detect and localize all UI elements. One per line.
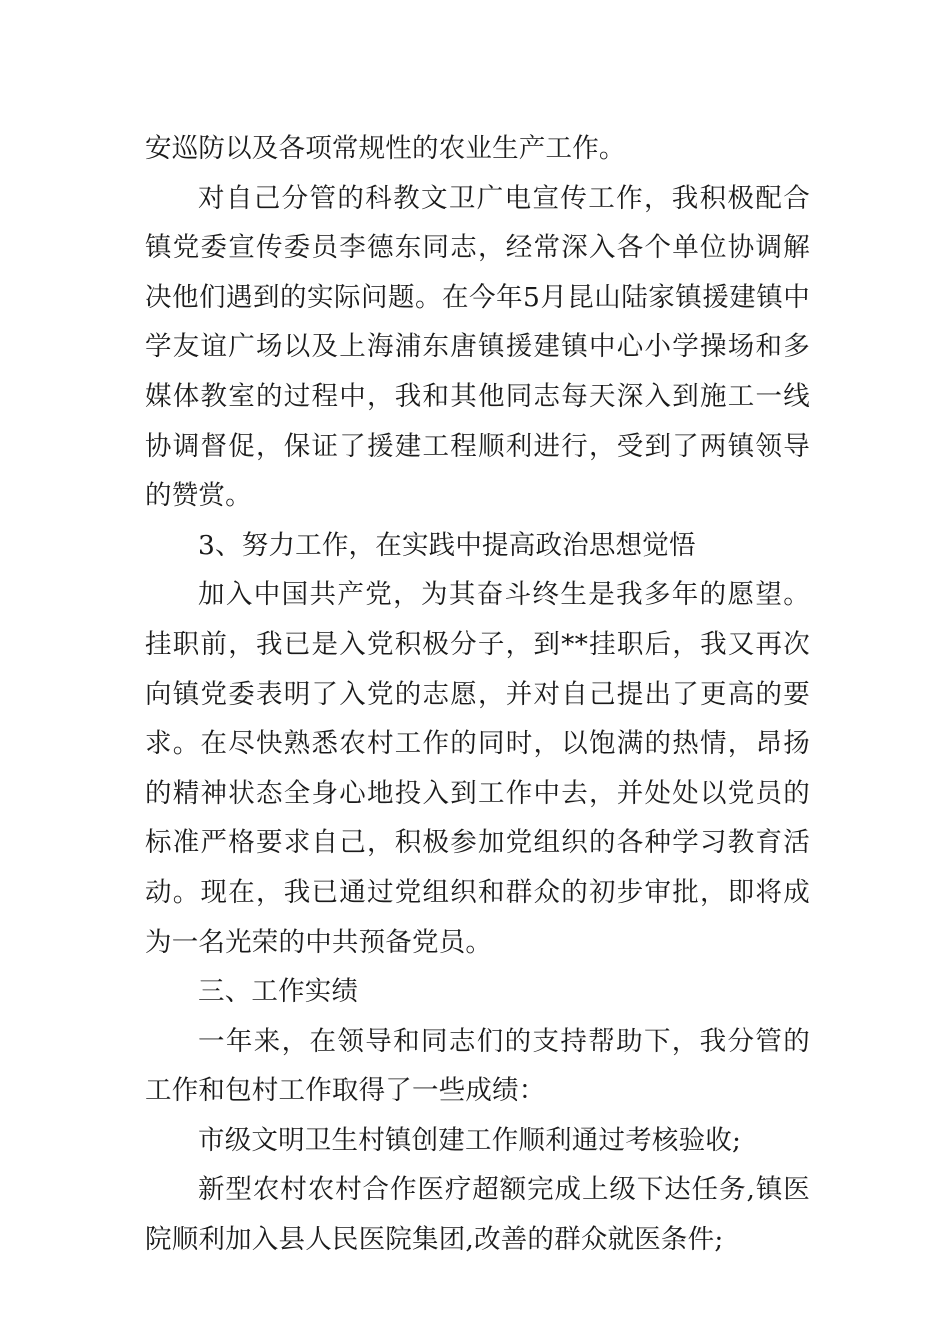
paragraph-publicity-work: 对自己分管的科教文卫广电宣传工作，我积极配合镇党委宣传委员李德东同志，经常深入各个单位协调解决他们遇到的实际问题。在今年5月昆山陆家镇援建镇中学友谊广场以及上海浦东唐镇援建镇中心小学操场和多媒体教室的过程中，我和其他同志每天深入到施工一线协调督促，保证了援建工程顺利进行，受到了两镇领导的赞赏。: [145, 182, 810, 512]
document-body: [145, 124, 810, 1265]
section-heading-political-awareness: 3、努力工作，在实践中提高政治思想觉悟: [198, 529, 696, 561]
paragraph-party-membership: 加入中国共产党，为其奋斗终生是我多年的愿望。挂职前，我已是入党积极分子，到**挂职后，我又再次向镇党委表明了入党的志愿，并对自己提出了更高的要求。在尽快熟悉农村工作的同时，以饱满的热情，昂扬的精神状态全身心地投入到工作中去，并处处以党员的标准严格要求自己，积极参加党组织的各种学习教育活动。现在，我已通过党组织和群众的初步审批，即将成为一名光荣的中共预备党员。: [145, 579, 810, 958]
list-item-rural-medical: 新型农村农村合作医疗超额完成上级下达任务,镇医院顺利加入县人民医院集团,改善的群众就医条件;: [145, 1174, 810, 1256]
paragraph-achievements-intro: 一年来，在领导和同志们的支持帮助下，我分管的工作和包村工作取得了一些成绩：: [145, 1025, 810, 1107]
section-heading-achievements: 三、工作实绩: [198, 976, 359, 1008]
list-item-civilized-village: 市级文明卫生村镇创建工作顺利通过考核验收;: [198, 1124, 742, 1156]
paragraph-continuation: 安巡防以及各项常规性的农业生产工作。: [145, 133, 626, 164]
